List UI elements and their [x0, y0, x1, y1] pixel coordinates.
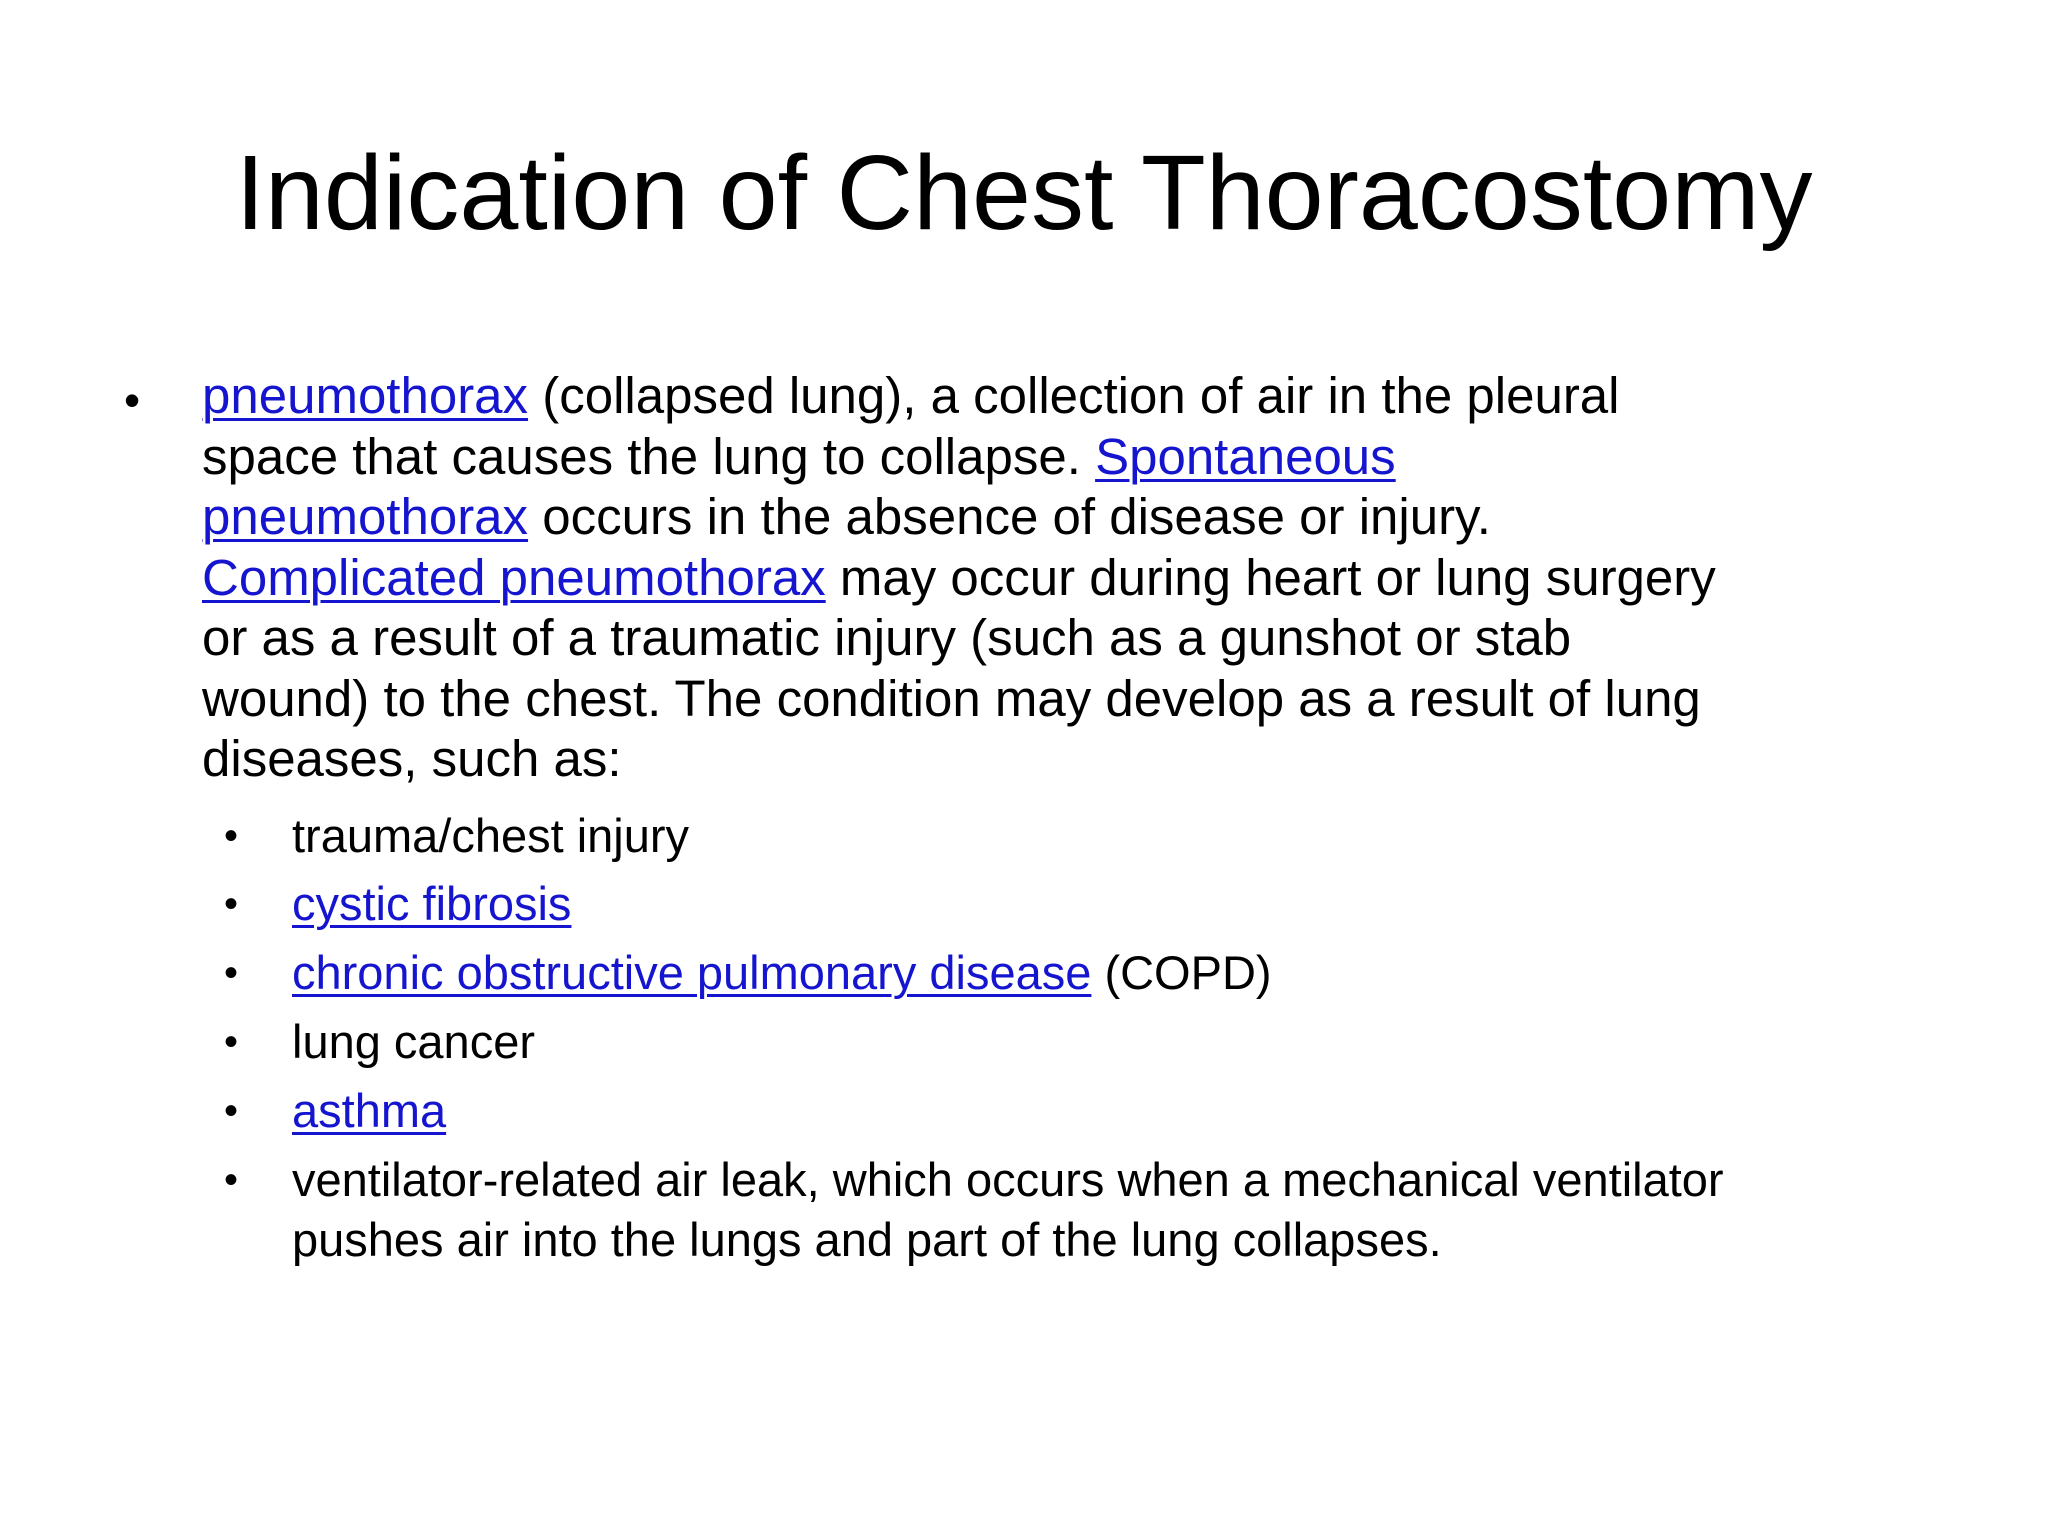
- text-run: (collapsed lung), a collection of air in the pleural: [528, 367, 1620, 424]
- text-run: space that causes the lung to collapse.: [202, 427, 1096, 485]
- hyperlink[interactable]: cystic fibrosis: [292, 877, 572, 930]
- sub-bullet-text: [292, 1150, 1992, 1270]
- sub-bullet-text: [292, 1081, 1992, 1141]
- sub-bullet-marker: •: [224, 1089, 239, 1133]
- text-run: trauma/chest injury: [292, 809, 690, 862]
- sub-bullet-text: [292, 943, 1992, 1003]
- text-line: [292, 1012, 1992, 1072]
- text-run: wound) to the chest. The condition may develop as a result of lung: [202, 669, 1701, 727]
- text-line: [202, 608, 1972, 669]
- hyperlink[interactable]: pneumothorax: [202, 488, 529, 545]
- text-line: [292, 943, 1992, 1003]
- sub-bullet-marker: •: [224, 814, 239, 858]
- slide-title: Indication of Chest Thoracostomy: [235, 134, 1813, 252]
- text-line: [202, 366, 1972, 427]
- sub-bullet-text: [292, 806, 1992, 866]
- text-line: [202, 729, 1972, 790]
- sub-bullet-marker: •: [224, 951, 239, 995]
- hyperlink[interactable]: chronic obstructive pulmonary disease: [292, 946, 1092, 999]
- text-run: lung cancer: [292, 1015, 535, 1068]
- hyperlink[interactable]: Complicated pneumothorax: [202, 548, 826, 606]
- text-line: [292, 1210, 1992, 1270]
- text-run: or as a result of a traumatic injury (such as a gunshot or stab: [202, 609, 1572, 666]
- text-line: [202, 669, 1972, 730]
- text-run: may occur during heart or lung surgery: [825, 548, 1716, 606]
- text-line: [202, 427, 1972, 488]
- main-bullet-marker: •: [124, 374, 141, 426]
- text-run: occurs in the absence of disease or injury.: [528, 488, 1491, 545]
- sub-bullet-text: [292, 1012, 1992, 1072]
- text-line: [292, 874, 1992, 934]
- sub-bullet-marker: •: [224, 1158, 239, 1202]
- hyperlink[interactable]: Spontaneous: [1095, 427, 1396, 485]
- text-line: [292, 806, 1992, 866]
- text-line: [292, 1081, 1992, 1141]
- hyperlink[interactable]: pneumothorax: [202, 367, 529, 424]
- text-run: diseases, such as:: [202, 730, 622, 787]
- text-line: [292, 1150, 1992, 1210]
- text-run: pushes air into the lungs and part of the lung collapses.: [292, 1213, 1442, 1266]
- text-line: [202, 487, 1972, 548]
- sub-bullet-marker: •: [224, 1020, 239, 1064]
- text-run: (COPD): [1091, 946, 1272, 999]
- sub-bullet-text: [292, 874, 1992, 934]
- text-line: [202, 548, 1972, 609]
- hyperlink[interactable]: asthma: [292, 1084, 447, 1137]
- sub-bullet-marker: •: [224, 882, 239, 926]
- text-run: ventilator-related air leak, which occurs when a mechanical ventilator: [292, 1153, 1724, 1206]
- main-bullet-text: [202, 366, 1972, 790]
